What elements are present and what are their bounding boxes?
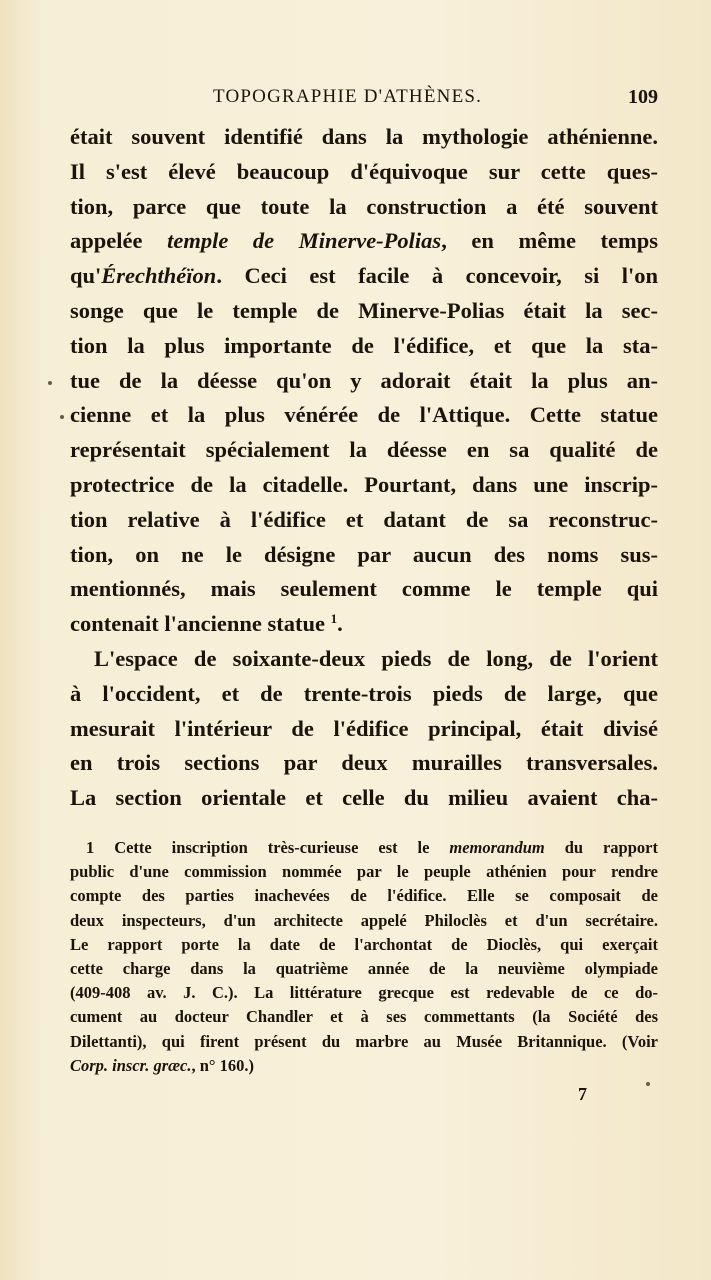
page-header [70, 86, 660, 116]
text-line: tion, parce que toute la construction a été souvent [70, 193, 658, 219]
footnote-line: Le rapport porte la date de l'archontat de Dioclès, qui exerçait [70, 934, 658, 954]
margin-speck [60, 415, 64, 419]
text-line: L'espace de soixante-deux pieds de long, de l'orient [94, 645, 658, 671]
text-line: Il s'est élevé beaucoup d'équivoque sur cette ques- [70, 158, 658, 184]
main-text [70, 120, 658, 816]
footnote-line: 1 Cette inscription très-curieuse est le memorandum du rapport [86, 838, 658, 857]
running-title: TOPOGRAPHIE D'ATHÈNES. [213, 86, 483, 107]
italic-phrase: temple de Minerve-Polias [167, 228, 442, 254]
text-line: tion la plus importante de l'édifice, et que la sta- [70, 332, 658, 358]
text-line: en trois sections par deux murailles transversales. [70, 750, 658, 776]
text-line: était souvent identifié dans la mythologie athénienne. [70, 124, 658, 149]
margin-speck [48, 381, 52, 385]
signature-mark: 7 [578, 1084, 587, 1104]
italic-phrase: memorandum [449, 838, 545, 857]
footnote-marker: 1 [330, 611, 338, 627]
text-line: cienne et la plus vénérée de l'Attique. Cette statue [70, 402, 658, 428]
text-line: tue de la déesse qu'on y adorait était la plus an- [70, 367, 658, 393]
text-line: appelée temple de Minerve-Polias, en même temps [70, 228, 658, 254]
footnote-line: (409-408 av. J. C.). La littérature grecque est redevable de ce do- [70, 983, 658, 1003]
footnote-line: cument au docteur Chandler et à ses commettants (la Société des [70, 1007, 658, 1027]
footnote-line: public d'une commission nommée par le peuple athénien pour rendre [70, 862, 658, 882]
footnote [70, 836, 658, 1078]
italic-phrase: Érechthéïon [101, 263, 217, 289]
text-line: qu'Érechthéïon. Ceci est facile à concevoir, si l'on [70, 263, 658, 289]
footnote-line: deux inspecteurs, d'un architecte appelé Philoclès et d'un secrétaire. [70, 910, 658, 930]
page-number: 109 [628, 86, 658, 108]
text-line: à l'occident, et de trente-trois pieds de large, que [70, 680, 658, 706]
text-line: représentait spécialement la déesse en sa qualité de [70, 437, 658, 463]
text-line: tion relative à l'édifice et datant de sa reconstruc- [70, 506, 658, 532]
text-line: mesurait l'intérieur de l'édifice principal, était divisé [70, 715, 658, 741]
footnote-line: Dilettanti), qui firent présent du marbre au Musée Britannique. (Voir [70, 1031, 658, 1051]
text-line: protectrice de la citadelle. Pourtant, dans une inscrip- [70, 471, 658, 497]
italic-phrase: Corp. inscr. græc. [70, 1055, 192, 1075]
footnote-line: compte des parties inachevées de l'édifice. Elle se composait de [70, 886, 658, 906]
margin-speck [646, 1082, 650, 1086]
text-line: tion, on ne le désigne par aucun des noms sus- [70, 541, 658, 567]
text-line: contenait l'ancienne statue $^1$. [70, 611, 343, 637]
text-line: La section orientale et celle du milieu avaient cha- [70, 785, 658, 811]
text-line: mentionnés, mais seulement comme le temple qui [70, 576, 658, 602]
footnote-line: Corp. inscr. græc., n° 160.) [70, 1055, 255, 1075]
footnote-line: cette charge dans la quatrième année de la neuvième olympiade [70, 958, 658, 978]
text-line: songe que le temple de Minerve-Polias était la sec- [70, 297, 658, 323]
